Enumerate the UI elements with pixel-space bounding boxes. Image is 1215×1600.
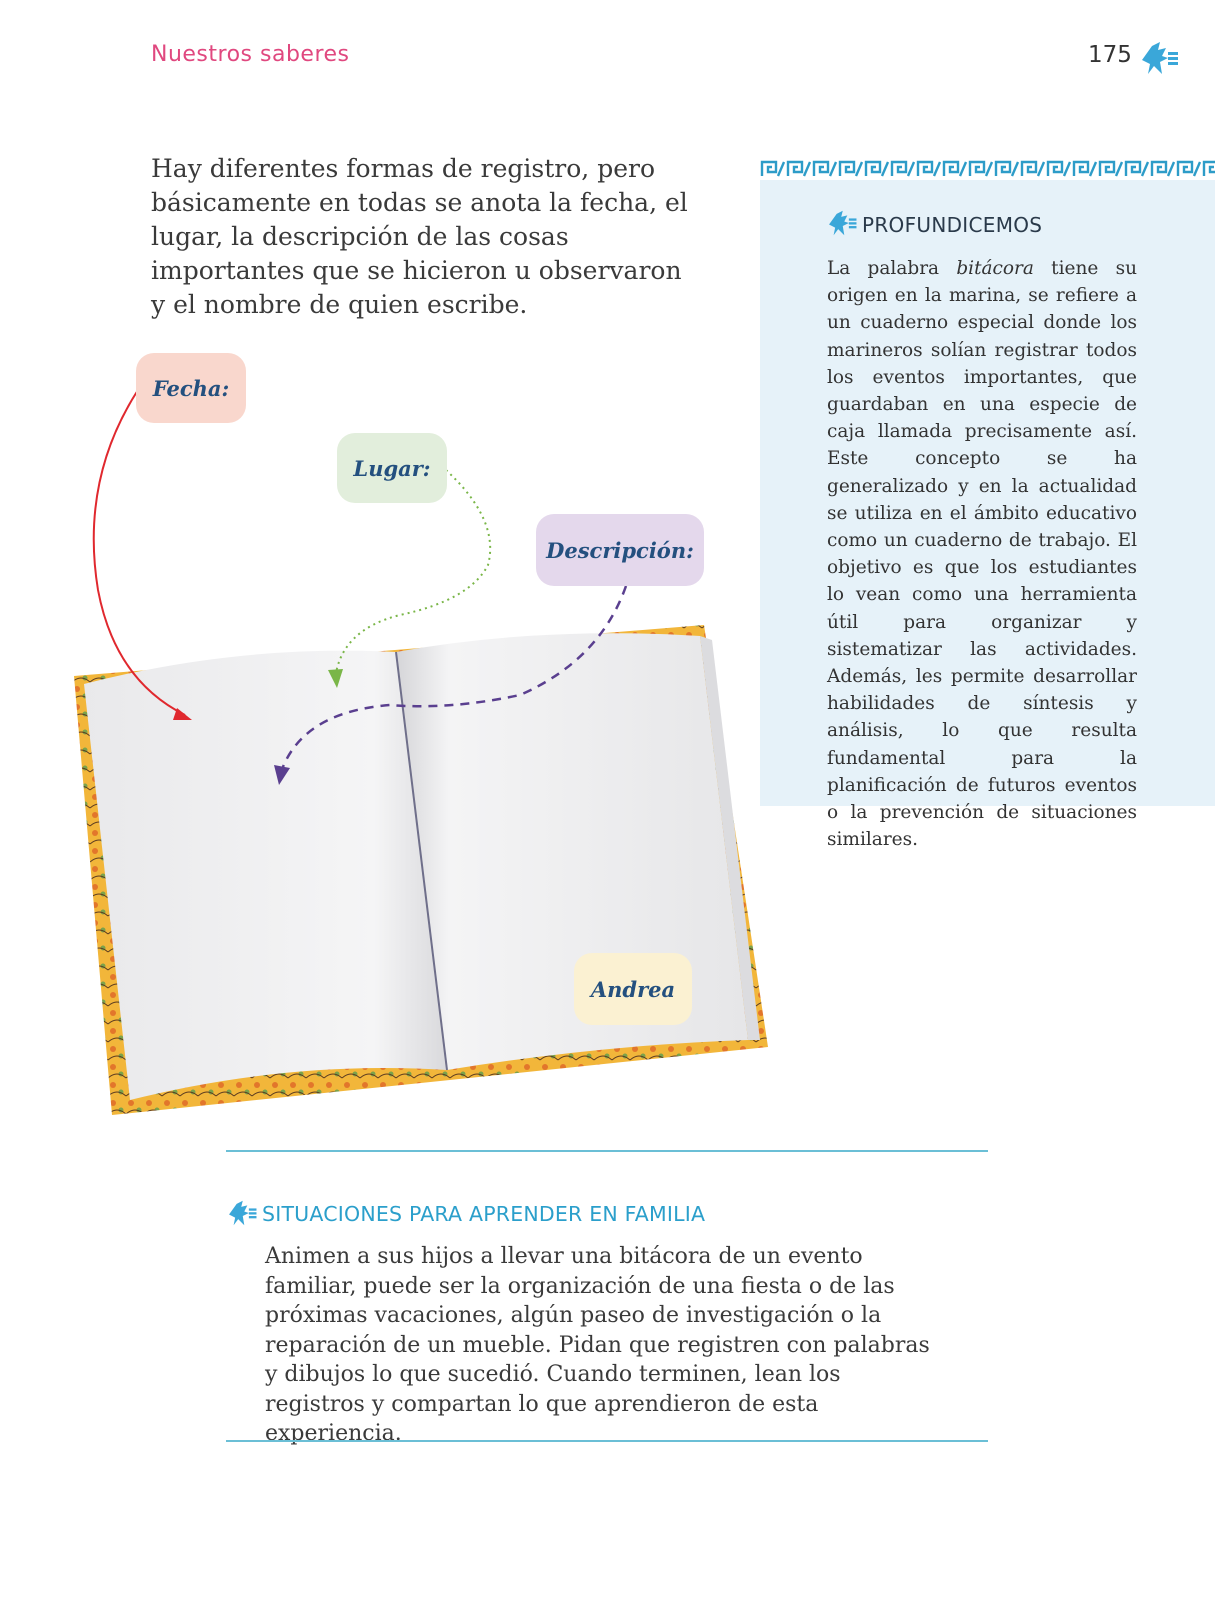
family-section-title: SITUACIONES PARA APRENDER EN FAMILIA bbox=[262, 1202, 706, 1226]
eagle-warrior-icon bbox=[226, 1197, 258, 1229]
sidebar-text-post: tiene su origen en la marina, se refiere a un cuaderno especial donde los marineros solían registrar todos los eventos importantes, que guardaban en una especie de caja llamada precisamente así. Este concepto se ha generalizado y en la actualidad se utiliza en el ámbito educativo como un cuaderno de trabajo. El objetivo es que los estudiantes lo vean como una herramienta útil para organizar y sistematizar las actividades. Además, les permite desarrollar habilidades de síntesis y análisis, lo que resulta fundamental para la planificación de futuros eventos o la prevención de situaciones similares. bbox=[827, 258, 1137, 851]
label-descripcion: Descripción: bbox=[536, 514, 704, 586]
family-bottom-rule bbox=[226, 1440, 988, 1442]
section-title: Nuestros saberes bbox=[151, 42, 350, 67]
label-lugar: Lugar: bbox=[337, 433, 447, 503]
sidebar-title: PROFUNDICEMOS bbox=[862, 213, 1043, 237]
sidebar-text-pre: La palabra bbox=[827, 258, 957, 279]
label-fecha: Fecha: bbox=[136, 353, 246, 423]
sidebar-text-emphasis: bitácora bbox=[956, 258, 1034, 279]
family-top-rule bbox=[226, 1150, 988, 1152]
book-left-page bbox=[84, 651, 447, 1100]
book-right-page bbox=[396, 633, 748, 1070]
family-paragraph: Animen a sus hijos a llevar una bitácora de un evento familiar, puede ser la organización de una fiesta o de las próximas vacaciones, algún paseo de investigación o la reparación de un mueble. Pidan que registren con palabras y dibujos lo que sucedió. Cuando terminen, lean los registros y compartan lo que aprendieron de esta experiencia. bbox=[265, 1244, 930, 1446]
label-author-name: Andrea bbox=[574, 953, 692, 1025]
intro-paragraph: Hay diferentes formas de registro, pero básicamente en todas se anota la fecha, el lugar, la descripción de las cosas importantes que se hicieron u observaron y el nombre de quien escribe. bbox=[151, 154, 688, 319]
page-number: 175 bbox=[1088, 42, 1132, 68]
